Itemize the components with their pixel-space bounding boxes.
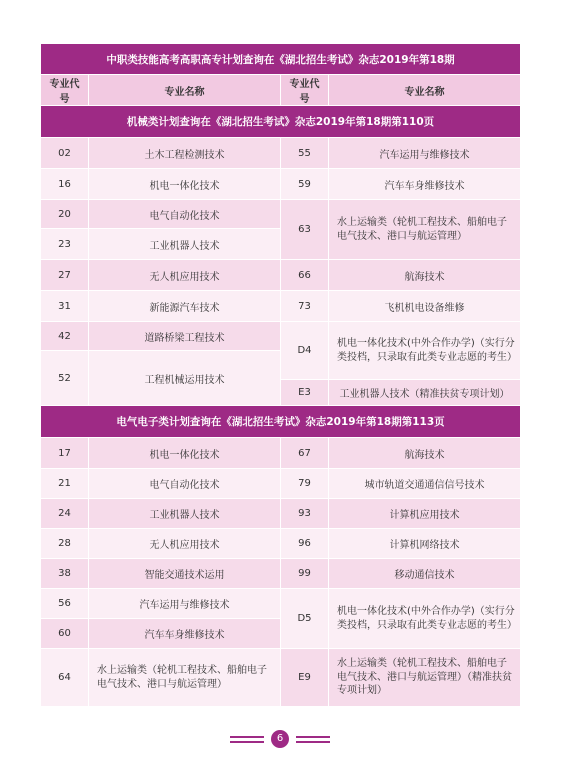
major-code: 93 <box>281 499 329 529</box>
major-name: 电气自动化技术 <box>89 469 281 499</box>
major-code: 55 <box>281 138 329 169</box>
table-title: 中职类技能高考高职高专计划查询在《湖北招生考试》杂志2019年第18期 <box>41 44 521 75</box>
major-name: 计算机网络技术 <box>329 529 521 559</box>
table-row <box>41 438 521 469</box>
page-footer <box>0 728 562 752</box>
major-name: 汽车运用与维修技术 <box>329 138 521 169</box>
major-code: 42 <box>41 322 89 351</box>
major-name: 电气自动化技术 <box>89 200 281 229</box>
major-code: 23 <box>41 229 89 260</box>
major-name: 城市轨道交通通信信号技术 <box>329 469 521 499</box>
section-title-row <box>41 406 521 438</box>
major-name: 工业机器人技术 <box>89 499 281 529</box>
table-row <box>41 138 521 169</box>
major-name: 新能源汽车技术 <box>89 291 281 322</box>
plan-table <box>40 43 521 707</box>
major-code: 02 <box>41 138 89 169</box>
table-row <box>41 499 521 529</box>
major-name: 工业机器人技术 <box>89 229 281 260</box>
section-title: 电气电子类计划查询在《湖北招生考试》杂志2019年第18期第113页 <box>41 406 521 438</box>
table-row <box>41 291 521 322</box>
major-code: 31 <box>41 291 89 322</box>
column-header-row <box>41 75 521 106</box>
major-code: 24 <box>41 499 89 529</box>
major-code: 16 <box>41 169 89 200</box>
major-code: 66 <box>281 260 329 291</box>
major-name: 机电一体化技术(中外合作办学)（实行分类投档，只录取有此类专业志愿的考生） <box>329 322 521 380</box>
table-row <box>41 169 521 200</box>
major-code: 52 <box>41 351 89 406</box>
major-name: 水上运输类（轮机工程技术、船舶电子电气技术、港口与航运管理） <box>89 649 281 707</box>
major-code: 56 <box>41 589 89 619</box>
major-name: 飞机机电设备维修 <box>329 291 521 322</box>
major-code: 73 <box>281 291 329 322</box>
major-code: 20 <box>41 200 89 229</box>
major-code: 99 <box>281 559 329 589</box>
major-code: 79 <box>281 469 329 499</box>
table-row <box>41 589 521 619</box>
major-code: D5 <box>281 589 329 649</box>
major-name: 机电一体化技术(中外合作办学)（实行分类投档，只录取有此类专业志愿的考生） <box>329 589 521 649</box>
header-name: 专业名称 <box>329 75 521 106</box>
major-name: 汽车运用与维修技术 <box>89 589 281 619</box>
major-code: 96 <box>281 529 329 559</box>
table-row <box>41 260 521 291</box>
table-row <box>41 559 521 589</box>
footer-rule <box>296 736 330 738</box>
table-title-row <box>41 44 521 75</box>
major-name: 汽车车身维修技术 <box>329 169 521 200</box>
major-name: 航海技术 <box>329 260 521 291</box>
major-name: 无人机应用技术 <box>89 529 281 559</box>
major-code: 60 <box>41 619 89 649</box>
major-code: 59 <box>281 169 329 200</box>
major-code: 38 <box>41 559 89 589</box>
major-code: 21 <box>41 469 89 499</box>
table-row <box>41 469 521 499</box>
major-name: 无人机应用技术 <box>89 260 281 291</box>
major-code: 63 <box>281 200 329 260</box>
section-title: 机械类计划查询在《湖北招生考试》杂志2019年第18期第110页 <box>41 106 521 138</box>
major-code: D4 <box>281 322 329 380</box>
page-number: 6 <box>271 730 289 748</box>
table-row <box>41 200 521 229</box>
major-code: 67 <box>281 438 329 469</box>
major-code: 64 <box>41 649 89 707</box>
header-code: 专业代号 <box>281 75 329 106</box>
major-name: 水上运输类（轮机工程技术、船舶电子电气技术、港口与航运管理） <box>329 200 521 260</box>
major-name: 水上运输类（轮机工程技术、船舶电子电气技术、港口与航运管理）（精准扶贫专项计划） <box>329 649 521 707</box>
major-code: 27 <box>41 260 89 291</box>
major-name: 汽车车身维修技术 <box>89 619 281 649</box>
table-row <box>41 529 521 559</box>
major-name: 机电一体化技术 <box>89 438 281 469</box>
major-name: 机电一体化技术 <box>89 169 281 200</box>
header-code: 专业代号 <box>41 75 89 106</box>
major-name: 智能交通技术运用 <box>89 559 281 589</box>
footer-rule <box>230 736 264 738</box>
major-name: 土木工程检测技术 <box>89 138 281 169</box>
major-code: 28 <box>41 529 89 559</box>
major-name: 移动通信技术 <box>329 559 521 589</box>
table-row <box>41 649 521 707</box>
table-row <box>41 322 521 351</box>
major-name: 道路桥梁工程技术 <box>89 322 281 351</box>
major-name: 航海技术 <box>329 438 521 469</box>
header-name: 专业名称 <box>89 75 281 106</box>
major-name: 计算机应用技术 <box>329 499 521 529</box>
major-name: 工程机械运用技术 <box>89 351 281 406</box>
major-code: 17 <box>41 438 89 469</box>
footer-rule <box>230 741 264 743</box>
major-code: E9 <box>281 649 329 707</box>
major-name: 工业机器人技术（精准扶贫专项计划） <box>329 380 521 406</box>
section-title-row <box>41 106 521 138</box>
footer-rule <box>296 741 330 743</box>
major-code: E3 <box>281 380 329 406</box>
